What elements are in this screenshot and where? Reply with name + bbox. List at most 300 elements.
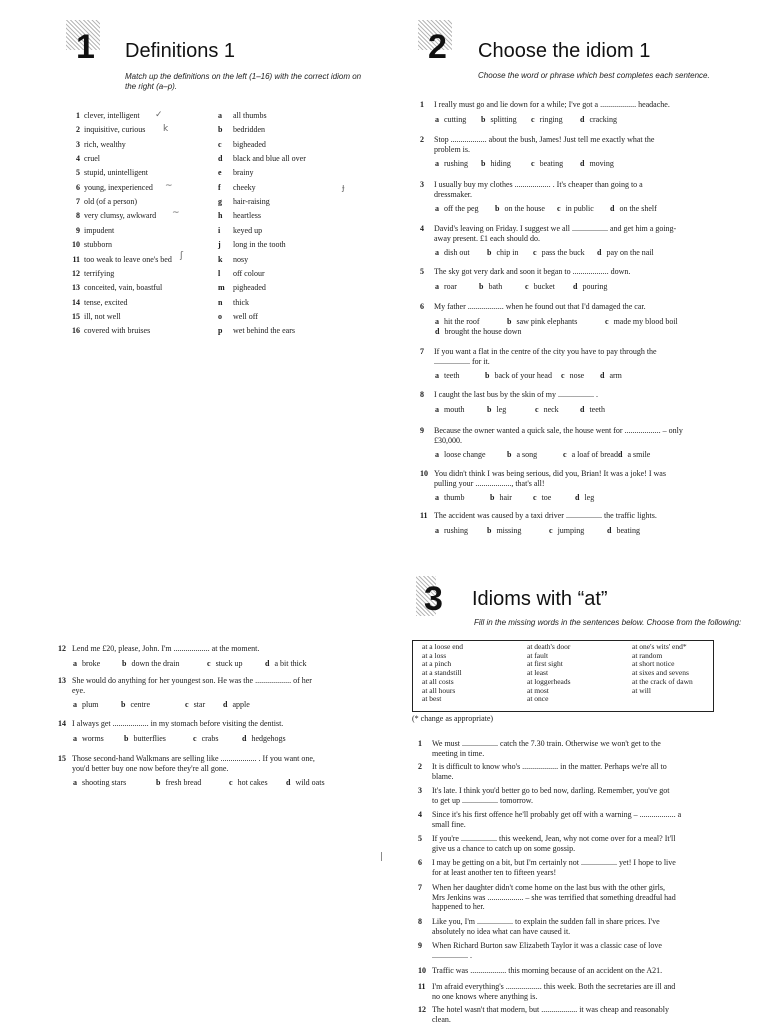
answer-option[interactable] — [618, 450, 650, 459]
option-text: hair — [499, 493, 512, 502]
idiom-choice: at short notice — [632, 659, 675, 669]
option-text: jumping — [557, 525, 585, 535]
definition-text: very clumsy, awkward — [84, 211, 157, 221]
idiom-letter: d — [218, 154, 223, 164]
answer-option[interactable] — [481, 159, 511, 168]
question-number: 8 — [418, 917, 422, 926]
answer-option[interactable] — [124, 734, 166, 743]
question-text — [432, 917, 732, 936]
section-2-title: Choose the idiom 1 — [478, 40, 651, 62]
option-text: down the drain — [131, 658, 180, 668]
option-text: beating — [616, 525, 640, 535]
definition-text: rich, wealthy — [84, 139, 126, 149]
idiom-choice: at fault — [527, 650, 549, 660]
answer-option[interactable] — [495, 204, 545, 213]
idiom-column-3 — [632, 643, 693, 695]
option-text: hiding — [490, 159, 511, 168]
answer-option[interactable] — [73, 659, 100, 668]
question-line: blame. — [432, 771, 454, 781]
answer-option[interactable] — [156, 778, 201, 787]
idiom-text: bedridden — [233, 125, 265, 135]
question-number: 13 — [58, 676, 66, 685]
option-text: arm — [609, 371, 622, 380]
definition-number: 1 — [76, 111, 80, 120]
question-text — [432, 858, 732, 877]
option-text: teeth — [444, 371, 460, 380]
option-letter: c — [605, 316, 609, 326]
answer-option[interactable] — [121, 700, 150, 709]
pencil-mark: ɟ — [342, 183, 345, 193]
question-line: Those second-hand Walkmans are selling like .................. . If you want one, — [72, 754, 315, 763]
question-number: 4 — [420, 224, 424, 233]
question-line: Because the owner wanted a quick sale, the house went for .................. – only — [434, 426, 683, 435]
answer-option[interactable] — [597, 248, 654, 257]
answer-option[interactable] — [207, 659, 242, 668]
idiom-text: cheeky — [233, 182, 256, 192]
answer-option[interactable] — [435, 327, 522, 336]
idiom-choice: at will — [632, 685, 651, 695]
idiom-letter: a — [218, 111, 222, 120]
option-text: back of your head — [494, 371, 552, 380]
answer-option[interactable] — [487, 248, 518, 257]
answer-option[interactable] — [481, 115, 517, 124]
option-text: hedgehogs — [251, 733, 286, 743]
idiom-choice: at loggerheads — [527, 676, 571, 686]
pencil-mark: ✓ — [155, 110, 163, 120]
idiom-letter: p — [218, 326, 223, 336]
option-text: mouth — [444, 404, 465, 414]
answer-option[interactable] — [575, 493, 594, 502]
question-text — [434, 469, 724, 488]
idiom-text: keyed up — [233, 225, 263, 235]
option-text: off the peg — [444, 204, 479, 213]
idiom-text: all thumbs — [233, 111, 267, 120]
option-text: broke — [82, 658, 101, 668]
idiom-text: brainy — [233, 168, 254, 178]
option-letter: d — [580, 404, 585, 414]
option-text: splitting — [490, 114, 517, 124]
question-text — [432, 762, 732, 781]
option-letter: d — [265, 658, 270, 668]
answer-option[interactable] — [610, 204, 657, 213]
option-letter: a — [435, 371, 439, 380]
question-number: 5 — [418, 834, 422, 843]
answer-option[interactable] — [73, 778, 126, 787]
idiom-letter: j — [218, 240, 221, 250]
answer-option[interactable] — [600, 371, 622, 380]
pencil-mark: k — [163, 124, 169, 134]
option-letter: c — [193, 733, 197, 743]
option-text: rushing — [444, 159, 468, 168]
change-note: (* change as appropriate) — [412, 714, 494, 723]
idiom-choice: at the crack of dawn — [632, 676, 693, 686]
option-letter: d — [618, 450, 623, 459]
question-text — [72, 754, 362, 773]
option-letter: b — [487, 248, 492, 257]
option-text: roar — [444, 281, 457, 291]
option-letter: b — [485, 371, 490, 380]
option-text: made my blood boil — [613, 316, 678, 326]
option-letter: b — [487, 525, 492, 535]
idiom-choice: at one's wits' end* — [632, 642, 687, 651]
option-letter: b — [507, 450, 512, 459]
answer-option[interactable] — [435, 248, 470, 257]
question-number: 9 — [418, 941, 422, 950]
question-line: .................. for it. — [434, 356, 490, 366]
option-letter: d — [575, 493, 580, 502]
idiom-choice: at a loose end — [422, 642, 464, 651]
answer-option[interactable] — [435, 282, 457, 291]
question-line: .................. . — [432, 950, 472, 960]
idiom-letter: l — [218, 268, 221, 278]
section-1-title: Definitions 1 — [125, 40, 236, 62]
idiom-text: long in the tooth — [233, 240, 286, 250]
option-letter: a — [73, 700, 77, 709]
question-line: pulling your .................., that's all! — [434, 478, 545, 488]
answer-option[interactable] — [73, 700, 98, 709]
option-letter: b — [487, 404, 492, 414]
option-text: wild oats — [295, 778, 325, 787]
question-text — [432, 966, 732, 976]
question-number: 8 — [420, 390, 424, 399]
idiom-column-2 — [527, 643, 571, 704]
definition-text: clever, intelligent — [84, 111, 140, 120]
question-text — [432, 982, 732, 1001]
option-letter: a — [435, 159, 439, 168]
idiom-choice: at a standstill — [422, 668, 462, 678]
question-line: I'm afraid everything's .................. this week. Both the secretaries are ill and — [432, 982, 676, 991]
question-line: clean. — [432, 1014, 451, 1024]
idiom-column-1 — [422, 643, 463, 704]
question-line: I really must go and lie down for a while; I've got a .................. headache. — [434, 100, 670, 109]
option-text: hit the roof — [444, 316, 480, 326]
question-number: 6 — [418, 858, 422, 867]
question-number: 10 — [418, 966, 426, 975]
idiom-choice: at once — [527, 694, 549, 704]
answer-option[interactable] — [242, 734, 286, 743]
option-text: apple — [232, 700, 250, 709]
option-text: shooting stars — [82, 778, 127, 787]
option-text: cracking — [589, 114, 617, 124]
pencil-mark: ~ — [172, 208, 180, 218]
question-line: I caught the last bus by the skin of my .................. . — [434, 390, 598, 399]
option-letter: b — [479, 281, 484, 291]
question-number: 4 — [418, 810, 422, 819]
question-number: 15 — [58, 754, 66, 763]
section-3-instruction: Fill in the missing words in the sentences below. Choose from the following: — [474, 618, 742, 627]
definition-number: 12 — [72, 268, 80, 278]
idiom-choice: at all hours — [422, 685, 456, 695]
definition-text: stupid, unintelligent — [84, 168, 148, 178]
answer-option[interactable] — [561, 371, 584, 380]
answer-option[interactable] — [573, 282, 607, 291]
option-letter: b — [156, 778, 161, 787]
question-line: I usually buy my clothes .................. . It's cheaper than going to a — [434, 180, 643, 189]
section-1-instruction: Match up the definitions on the left (1–16) with the correct idiom on the right (a–p). — [125, 72, 362, 91]
idiom-letter: c — [218, 139, 222, 149]
question-text — [434, 180, 724, 199]
section-2-instruction: Choose the word or phrase which best completes each sentence. — [478, 71, 710, 80]
answer-option[interactable] — [73, 734, 104, 743]
option-text: teeth — [589, 404, 605, 414]
option-letter: d — [610, 204, 615, 213]
answer-option[interactable] — [535, 405, 559, 414]
question-number: 9 — [420, 426, 424, 435]
question-line: Mrs Jenkins was .................. – she was terrified that something dreadful had — [432, 892, 676, 902]
question-line: The hotel wasn't that modern, but .................. it was cheap and reasonably — [432, 1005, 669, 1014]
question-text — [434, 390, 724, 400]
option-text: a smile — [627, 450, 651, 459]
answer-option[interactable] — [580, 115, 617, 124]
definition-number: 7 — [76, 197, 80, 207]
question-line: no one knows where anything is. — [432, 991, 538, 1001]
option-letter: c — [531, 114, 535, 124]
option-letter: d — [286, 778, 291, 787]
option-letter: b — [507, 316, 512, 326]
definition-text: impudent — [84, 225, 115, 235]
answer-option[interactable] — [507, 450, 537, 459]
option-text: nose — [569, 371, 585, 380]
question-line: give us a chance to catch up on some gossip. — [432, 843, 576, 853]
option-text: centre — [130, 700, 150, 709]
definition-number: 9 — [76, 225, 80, 235]
answer-option[interactable] — [533, 248, 585, 257]
answer-option[interactable] — [487, 526, 521, 535]
idiom-text: bigheaded — [233, 139, 266, 149]
answer-option[interactable] — [185, 700, 205, 709]
definition-text: tense, excited — [84, 297, 128, 307]
answer-option[interactable] — [533, 493, 551, 502]
question-line: you'd better buy one now before they're all gone. — [72, 763, 229, 773]
question-number: 1 — [420, 100, 424, 109]
definition-number: 15 — [72, 311, 80, 321]
definition-number: 13 — [72, 283, 80, 293]
option-letter: b — [495, 204, 500, 213]
definition-text: young, inexperienced — [84, 182, 153, 192]
question-text — [434, 100, 724, 110]
idiom-choice: at sixes and sevens — [632, 668, 689, 678]
pencil-mark: ~ — [165, 181, 173, 191]
section-2-number: 2 — [428, 30, 447, 64]
option-text: worms — [82, 733, 104, 743]
option-text: bath — [488, 281, 503, 291]
option-letter: d — [580, 114, 585, 124]
option-text: stuck up — [215, 658, 243, 668]
question-text — [434, 347, 724, 366]
option-text: bucket — [533, 281, 555, 291]
option-letter: a — [435, 248, 439, 257]
section-3-title: Idioms with “at” — [472, 588, 608, 610]
definition-number: 11 — [72, 254, 80, 264]
question-text — [432, 1005, 732, 1024]
idiom-letter: m — [218, 283, 225, 293]
answer-option[interactable] — [507, 317, 577, 326]
idiom-choice: at random — [632, 650, 663, 660]
option-letter: c — [533, 248, 537, 257]
answer-option[interactable] — [525, 282, 555, 291]
idiom-letter: n — [218, 297, 223, 307]
answer-option[interactable] — [223, 700, 250, 709]
question-line: for at least another ten to fifteen years! — [432, 867, 557, 877]
option-text: a loaf of bread — [571, 450, 618, 459]
idiom-letter: k — [218, 254, 223, 264]
answer-option[interactable] — [563, 450, 618, 459]
answer-option[interactable] — [435, 317, 480, 326]
idiom-letter: e — [218, 168, 222, 178]
option-text: neck — [543, 404, 559, 414]
question-number: 3 — [420, 180, 424, 189]
question-number: 7 — [418, 883, 422, 892]
option-letter: b — [481, 114, 486, 124]
option-text: loose change — [444, 450, 486, 459]
question-text — [72, 719, 362, 729]
idiom-choice-box — [412, 640, 714, 712]
question-line: Lend me £20, please, John. I'm .................. at the moment. — [72, 644, 260, 653]
option-letter: c — [533, 493, 537, 502]
definition-number: 16 — [72, 326, 80, 336]
definition-text: too weak to leave one's bed — [84, 254, 172, 264]
idiom-choice: at a loss — [422, 650, 447, 660]
option-text: star — [193, 700, 206, 709]
answer-option[interactable] — [193, 734, 218, 743]
option-letter: a — [435, 404, 439, 414]
option-text: a song — [516, 450, 538, 459]
idiom-choice: at death's door — [527, 642, 571, 651]
option-letter: a — [435, 204, 439, 213]
answer-option[interactable] — [580, 159, 614, 168]
definition-text: ill, not well — [84, 311, 121, 321]
option-text: saw pink elephants — [516, 316, 578, 326]
answer-option[interactable] — [265, 659, 306, 668]
answer-option[interactable] — [479, 282, 502, 291]
question-number: 12 — [58, 644, 66, 653]
answer-option[interactable] — [229, 778, 268, 787]
question-number: 3 — [418, 786, 422, 795]
definition-text: cruel — [84, 154, 100, 164]
pencil-mark: ʃ — [180, 251, 184, 261]
answer-option[interactable] — [605, 317, 678, 326]
definition-number: 8 — [76, 211, 80, 221]
option-text: leg — [584, 493, 595, 502]
pencil-mark: | — [380, 852, 384, 862]
answer-option[interactable] — [580, 405, 605, 414]
option-text: thumb — [444, 493, 465, 502]
question-text — [434, 511, 724, 521]
idiom-choice: at most — [527, 685, 549, 695]
option-letter: d — [597, 248, 602, 257]
answer-option[interactable] — [607, 526, 640, 535]
idiom-choice: at first sight — [527, 659, 563, 669]
option-text: cutting — [444, 114, 467, 124]
answer-option[interactable] — [286, 778, 325, 787]
idiom-text: pigheaded — [233, 283, 266, 293]
question-line: If you want a flat in the centre of the city you have to pay through the — [434, 347, 657, 356]
answer-option[interactable] — [490, 493, 512, 502]
answer-option[interactable] — [549, 526, 584, 535]
answer-option[interactable] — [435, 159, 468, 168]
definition-number: 10 — [72, 240, 80, 250]
option-letter: c — [531, 159, 535, 168]
option-letter: c — [561, 371, 565, 380]
answer-option[interactable] — [557, 204, 594, 213]
option-letter: a — [73, 778, 77, 787]
definition-number: 14 — [72, 297, 80, 307]
answer-option[interactable] — [487, 405, 506, 414]
idiom-text: hair-raising — [233, 197, 270, 207]
answer-option[interactable] — [531, 115, 563, 124]
question-line: It is difficult to know who's .................. in the matter. Perhaps we're all to — [432, 762, 667, 771]
option-letter: d — [223, 700, 228, 709]
idiom-letter: i — [218, 225, 221, 235]
question-line: If you're .................. this weekend, Jean, why not come over for a meal? It'll — [432, 834, 676, 843]
question-text — [72, 676, 362, 695]
definition-number: 6 — [76, 182, 80, 192]
question-number: 11 — [418, 982, 426, 991]
definition-text: old (of a person) — [84, 197, 138, 207]
option-letter: c — [535, 404, 539, 414]
option-text: toe — [541, 493, 552, 502]
idiom-choice: at a pinch — [422, 659, 452, 669]
question-line: problem is. — [434, 144, 470, 154]
option-letter: b — [121, 700, 126, 709]
question-line: I may be getting on a bit, but I'm certainly not .................. yet! I hope to live — [432, 858, 676, 867]
question-line: eye. — [72, 685, 86, 695]
question-number: 14 — [58, 719, 66, 728]
answer-option[interactable] — [435, 371, 460, 380]
idiom-choice: at least — [527, 668, 549, 678]
definition-number: 2 — [76, 125, 80, 135]
question-number: 7 — [420, 347, 424, 356]
question-line: The accident was caused by a taxi driver .................. the traffic lights. — [434, 511, 657, 520]
option-letter: b — [481, 159, 486, 168]
option-letter: c — [525, 281, 529, 291]
definition-text: conceited, vain, boastful — [84, 283, 163, 293]
question-line: It's late. I think you'd better go to bed now, darling. Remember, you've got — [432, 786, 670, 795]
section-1-number: 1 — [76, 30, 95, 64]
answer-option[interactable] — [435, 115, 466, 124]
option-text: pouring — [582, 281, 608, 291]
option-letter: c — [185, 700, 189, 709]
option-text: rushing — [444, 525, 468, 535]
question-line: David's leaving on Friday. I suggest we all .................. and get him a going- — [434, 224, 677, 233]
option-letter: a — [435, 281, 439, 291]
definition-text: stubborn — [84, 240, 112, 250]
question-line: happened to her. — [432, 902, 485, 911]
answer-option[interactable] — [435, 405, 464, 414]
answer-option[interactable] — [122, 659, 179, 668]
answer-option[interactable] — [531, 159, 563, 168]
option-letter: b — [124, 733, 129, 743]
answer-option[interactable] — [435, 204, 479, 213]
option-letter: a — [435, 114, 439, 124]
option-letter: c — [207, 658, 211, 668]
answer-option[interactable] — [485, 371, 552, 380]
option-text: ringing — [539, 114, 563, 124]
option-letter: a — [435, 525, 439, 535]
option-letter: d — [435, 326, 440, 336]
idiom-letter: h — [218, 211, 223, 221]
option-letter: d — [600, 371, 605, 380]
answer-option[interactable] — [435, 526, 468, 535]
question-text — [432, 834, 732, 853]
question-line: We must .................. catch the 7.30 train. Otherwise we won't get to the — [432, 739, 661, 748]
option-text: plum — [82, 700, 99, 709]
option-text: on the shelf — [619, 204, 657, 213]
option-text: pass the buck — [541, 248, 585, 257]
question-line: small fine. — [432, 819, 466, 829]
answer-option[interactable] — [435, 493, 464, 502]
answer-option[interactable] — [435, 450, 486, 459]
